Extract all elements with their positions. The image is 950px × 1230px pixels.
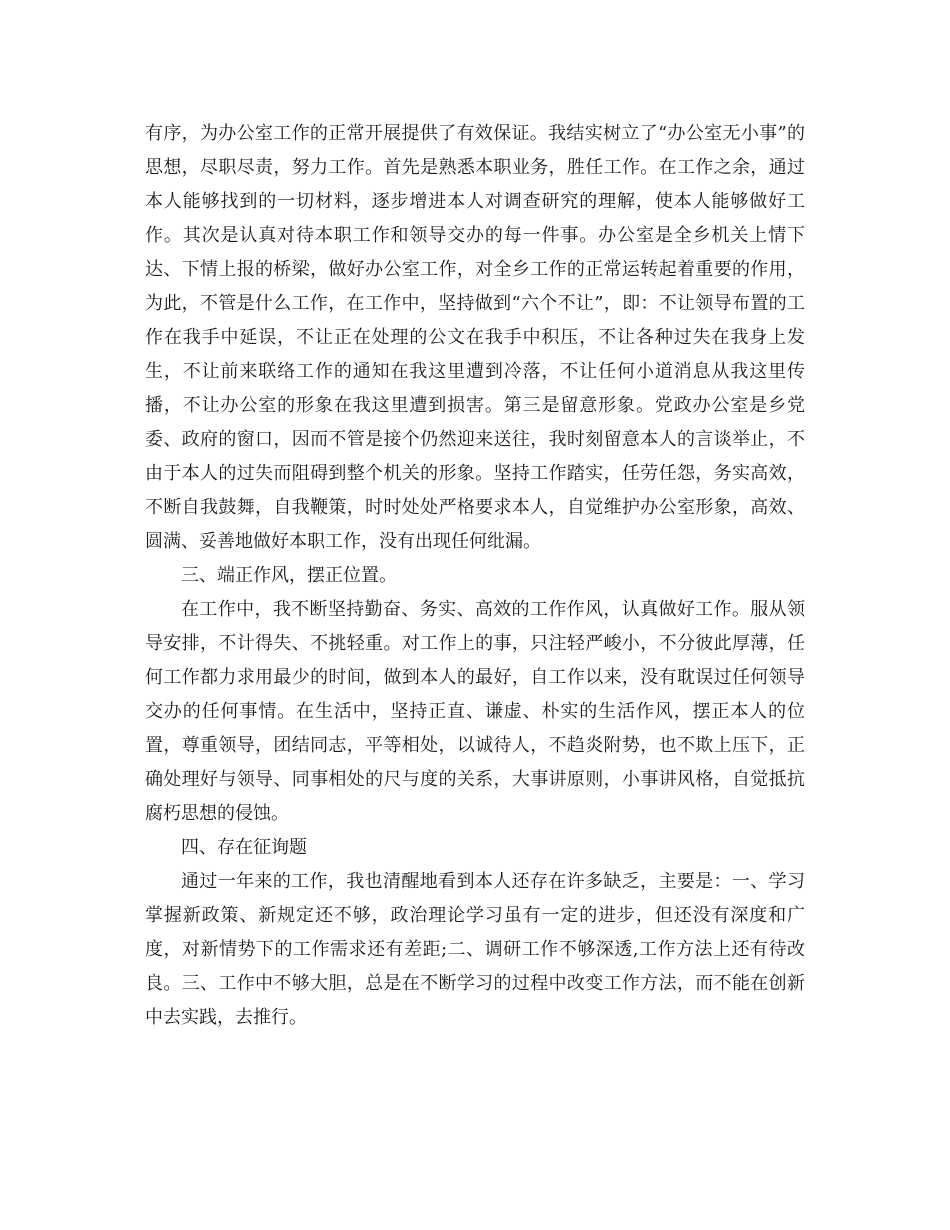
paragraph-problems: 通过一年来的工作，我也清醒地看到本人还存在许多缺乏，主要是：一、学习掌握新政策、新规定还不够，政治理论学习虽有一定的进步，但还没有深度和广度，对新情势下的工作需求还有差距;二、调研工作不够深透,工作方法上还有待改良。三、工作中不够大胆，总是在不断学习的过程中改变工作方法，而不能在创新中去实践，去推行。	[145, 871, 805, 1028]
section-heading-problems: 四、存在征询题	[181, 837, 307, 858]
paragraph-office-duties: 有序，为办公室工作的正常开展提供了有效保证。我结实树立了“办公室无小事”的思想，尽职尽责，努力工作。首先是熟悉本职业务，胜任工作。在工作之余，通过本人能够找到的一切材料，逐步增进本人对调查研究的理解，使本人能够做好工作。其次是认真对待本职工作和领导交办的每一件事。办公室是全乡机关上情下达、下情上报的桥梁，做好办公室工作，对全乡工作的正常运转起着重要的作用，为此，不管是什么工作，在工作中，坚持做到“六个不让”，即：不让领导布置的工作在我手中延误，不让正在处理的公文在我手中积压，不让各种过失在我身上发生，不让前来联络工作的通知在我这里遭到冷落，不让任何小道消息从我这里传播，不让办公室的形象在我这里遭到损害。第三是留意形象。党政办公室是乡党委、政府的窗口，因而不管是接个仍然迎来送往，我时刻留意本人的言谈举止，不由于本人的过失而阻碍到整个机关的形象。坚持工作踏实，任劳任怨，务实高效，不断自我鼓舞，自我鞭策，时时处处严格要求本人，自觉维护办公室形象，高效、圆满、妥善地做好本职工作，没有出现任何纰漏。	[145, 123, 805, 552]
document-body	[145, 117, 805, 1035]
paragraph-work-style: 在工作中，我不断坚持勤奋、务实、高效的工作作风，认真做好工作。服从领导安排，不计得失、不挑轻重。对工作上的事，只注轻严峻小，不分彼此厚薄，任何工作都力求用最少的时间，做到本人的最好，自工作以来，没有耽误过任何领导交办的任何事情。在生活中，坚持正直、谦虚、朴实的生活作风，摆正本人的位置，尊重领导，团结同志，平等相处，以诚待人，不趋炎附势，也不欺上压下，正确处理好与领导、同事相处的尺与度的关系，大事讲原则，小事讲风格，自觉抵抗腐朽思想的侵蚀。	[145, 599, 805, 824]
section-heading-work-style: 三、端正作风，摆正位置。	[181, 565, 397, 586]
